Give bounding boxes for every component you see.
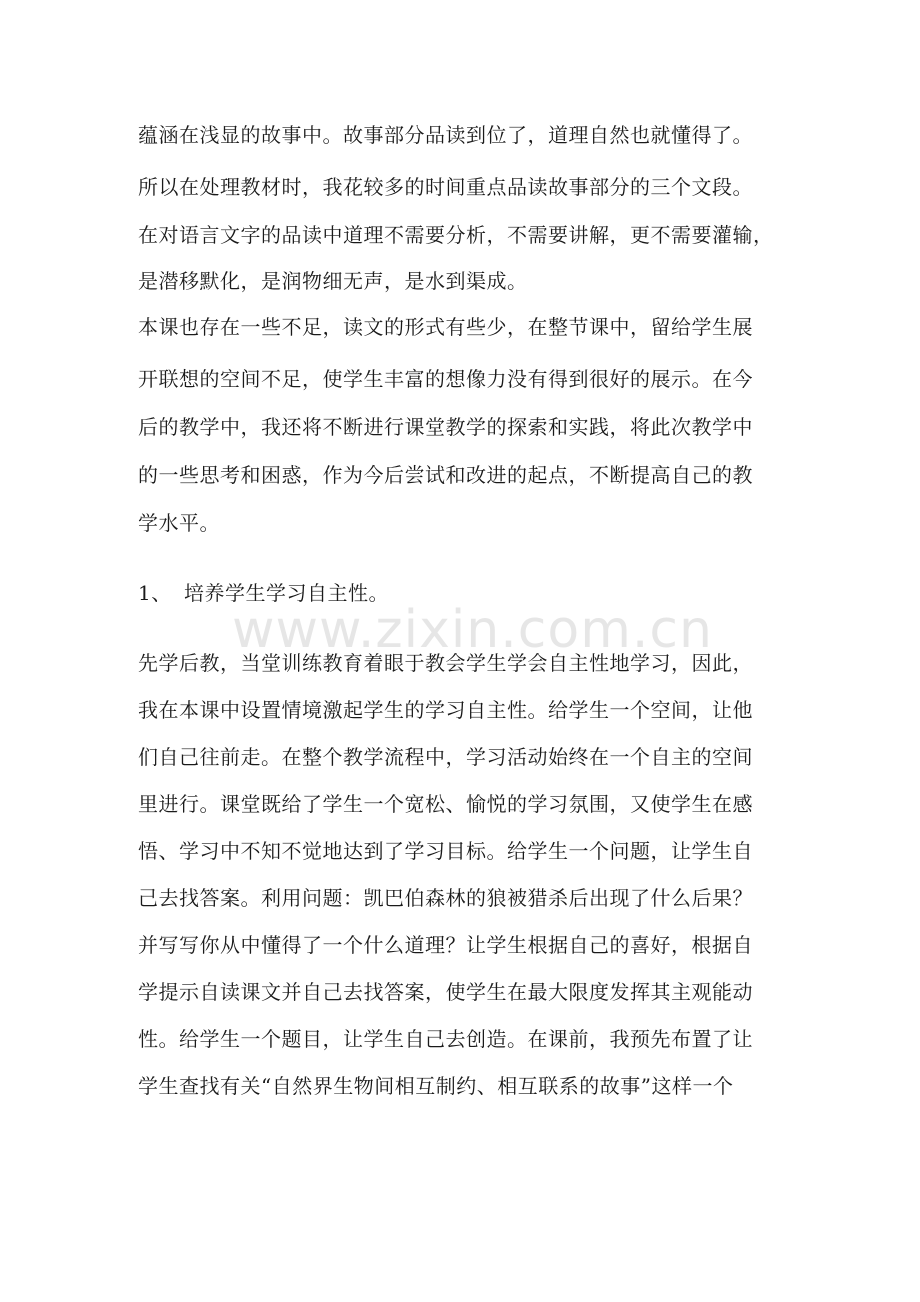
paragraph-line: 所以在处理教材时，我花较多的时间重点品读故事部分的三个文段。 [138,175,753,199]
paragraph-line: 们自己往前走。在整个教学流程中，学习活动始终在一个自主的空间 [138,745,753,769]
paragraph-line: 的一些思考和困惑，作为今后尝试和改进的起点，不断提高自己的教 [138,463,753,487]
list-heading-text: 培养学生学习自主性。 [184,581,389,605]
paragraph-line: 并写写你从中懂得了一个什么道理？让学生根据自己的喜好，根据自 [138,933,753,957]
watermark: www.zixin.com.cn [232,600,713,660]
paragraph-line: 后的教学中，我还将不断进行课堂教学的探索和实践，将此次教学中 [138,415,753,439]
list-number: 1、 [138,581,172,605]
paragraph-line: 先学后教，当堂训练教育着眼于教会学生学会自主性地学习，因此， [138,651,753,675]
paragraph-line: 学提示自读课文并自己去找答案，使学生在最大限度发挥其主观能动 [138,980,753,1004]
paragraph-line: 性。给学生一个题目，让学生自己去创造。在课前，我预先布置了让 [138,1027,753,1051]
list-heading [138,580,818,606]
paragraph-line: 蕴涵在浅显的故事中。故事部分品读到位了，道理自然也就懂得了。 [138,123,753,147]
paragraph-line: 我在本课中设置情境激起学生的学习自主性。给学生一个空间，让他 [138,698,753,722]
paragraph-line: 学生查找有关“自然界生物间相互制约、相互联系的故事”这样一个 [138,1074,734,1098]
paragraph-line: 在对语言文字的品读中道理不需要分析，不需要讲解，更不需要灌输， [138,223,774,247]
paragraph-line: 里进行。课堂既给了学生一个宽松、愉悦的学习氛围，又使学生在感 [138,792,753,816]
paragraph-line: 本课也存在一些不足，读文的形式有些少，在整节课中，留给学生展 [138,315,753,339]
paragraph-line: 是潜移默化，是润物细无声，是水到渠成。 [138,269,528,293]
paragraph-line: 学水平。 [138,511,220,535]
paragraph-line: 开联想的空间不足，使学生丰富的想像力没有得到很好的展示。在今 [138,367,753,391]
paragraph-line: 悟、学习中不知不觉地达到了学习目标。给学生一个问题，让学生自 [138,839,753,863]
paragraph-line: 己去找答案。利用问题：凯巴伯森林的狼被猎杀后出现了什么后果？ [138,886,753,910]
